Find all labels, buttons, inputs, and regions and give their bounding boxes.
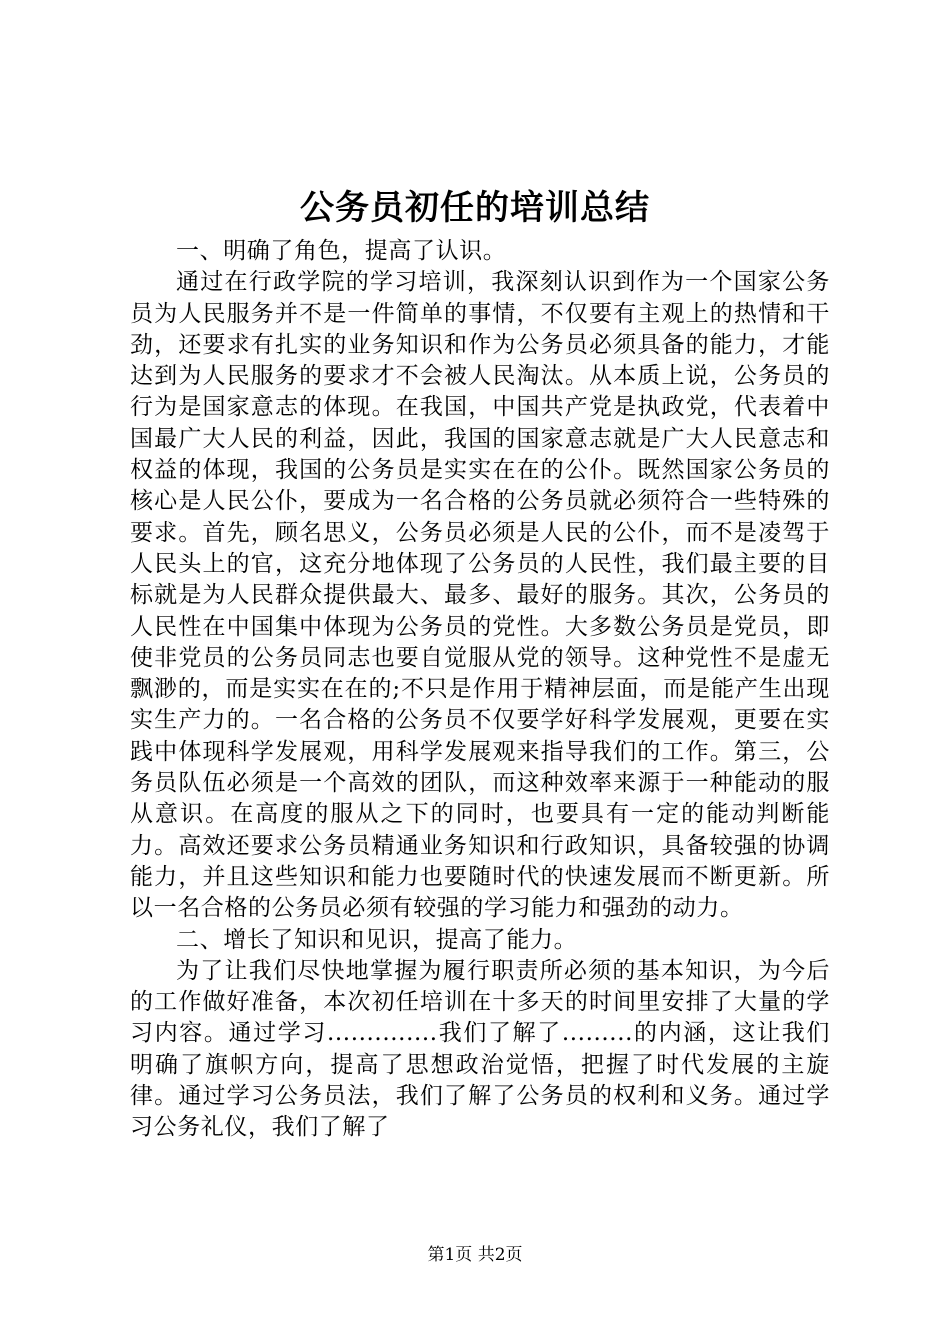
section-heading-1: 一、明确了角色，提高了认识。 xyxy=(176,238,507,264)
body-paragraph-2: 为了让我们尽快地掌握为履行职责所必须的基本知识，为今后的工作做好准备，本次初任培训在十多天的时间里安排了大量的学习内容。通过学习..............我们了解了.........的内涵，这让我们明确了旗帜方向，提高了思想政治觉悟，把握了时代发展的主旋律。通过学习公务员法，我们了解了公务员的权利和义务。通过学习公务礼仪，我们了解了 xyxy=(130,957,830,1141)
document-body xyxy=(130,236,830,1144)
section-heading-2: 二、增长了知识和见识，提高了能力。 xyxy=(176,926,578,953)
body-paragraph-1: 通过在行政学院的学习培训，我深刻认识到作为一个国家公务员为人民服务并不是一件简单的事情，不仅要有主观上的热情和干劲，还要求有扎实的业务知识和作为公务员必须具备的能力，才能达到为人民服务的要求才不会被人民淘汰。从本质上说，公务员的行为是国家意志的体现。在我国，中国共产党是执政党，代表着中国最广大人民的利益，因此，我国的国家意志就是广大人民意志和权益的体现，我国的公务员是实实在在的公仆。既然国家公务员的核心是人民公仆，要成为一名合格的公务员就必须符合一些特殊的要求。首先，顾名思义，公务员必须是人民的公仆，而不是凌驾于人民头上的官，这充分地体现了公务员的人民性，我们最主要的目标就是为人民群众提供最大、最多、最好的服务。其次，公务员的人民性在中国集中体现为公务员的党性。大多数公务员是党员，即使非党员的公务员同志也要自觉服从党的领导。这种党性不是虚无飘渺的，而是实实在在的;不只是作用于精神层面，而是能产生出现实生产力的。一名合格的公务员不仅要学好科学发展观，更要在实践中体现科学发展观，用科学发展观来指导我们的工作。第三，公务员队伍必须是一个高效的团队，而这种效率来源于一种能动的服从意识。在高度的服从之下的同时，也要具有一定的能动判断能力。高效还要求公务员精通业务知识和行政知识，具备较强的协调能力，并且这些知识和能力也要随时代的快速发展而不断更新。所以一名合格的公务员必须有较强的学习能力和强劲的动力。 xyxy=(130,269,830,922)
page-footer: 第1页 共2页 xyxy=(427,1245,523,1265)
document-title: 公务员初任的培训总结 xyxy=(300,188,650,228)
